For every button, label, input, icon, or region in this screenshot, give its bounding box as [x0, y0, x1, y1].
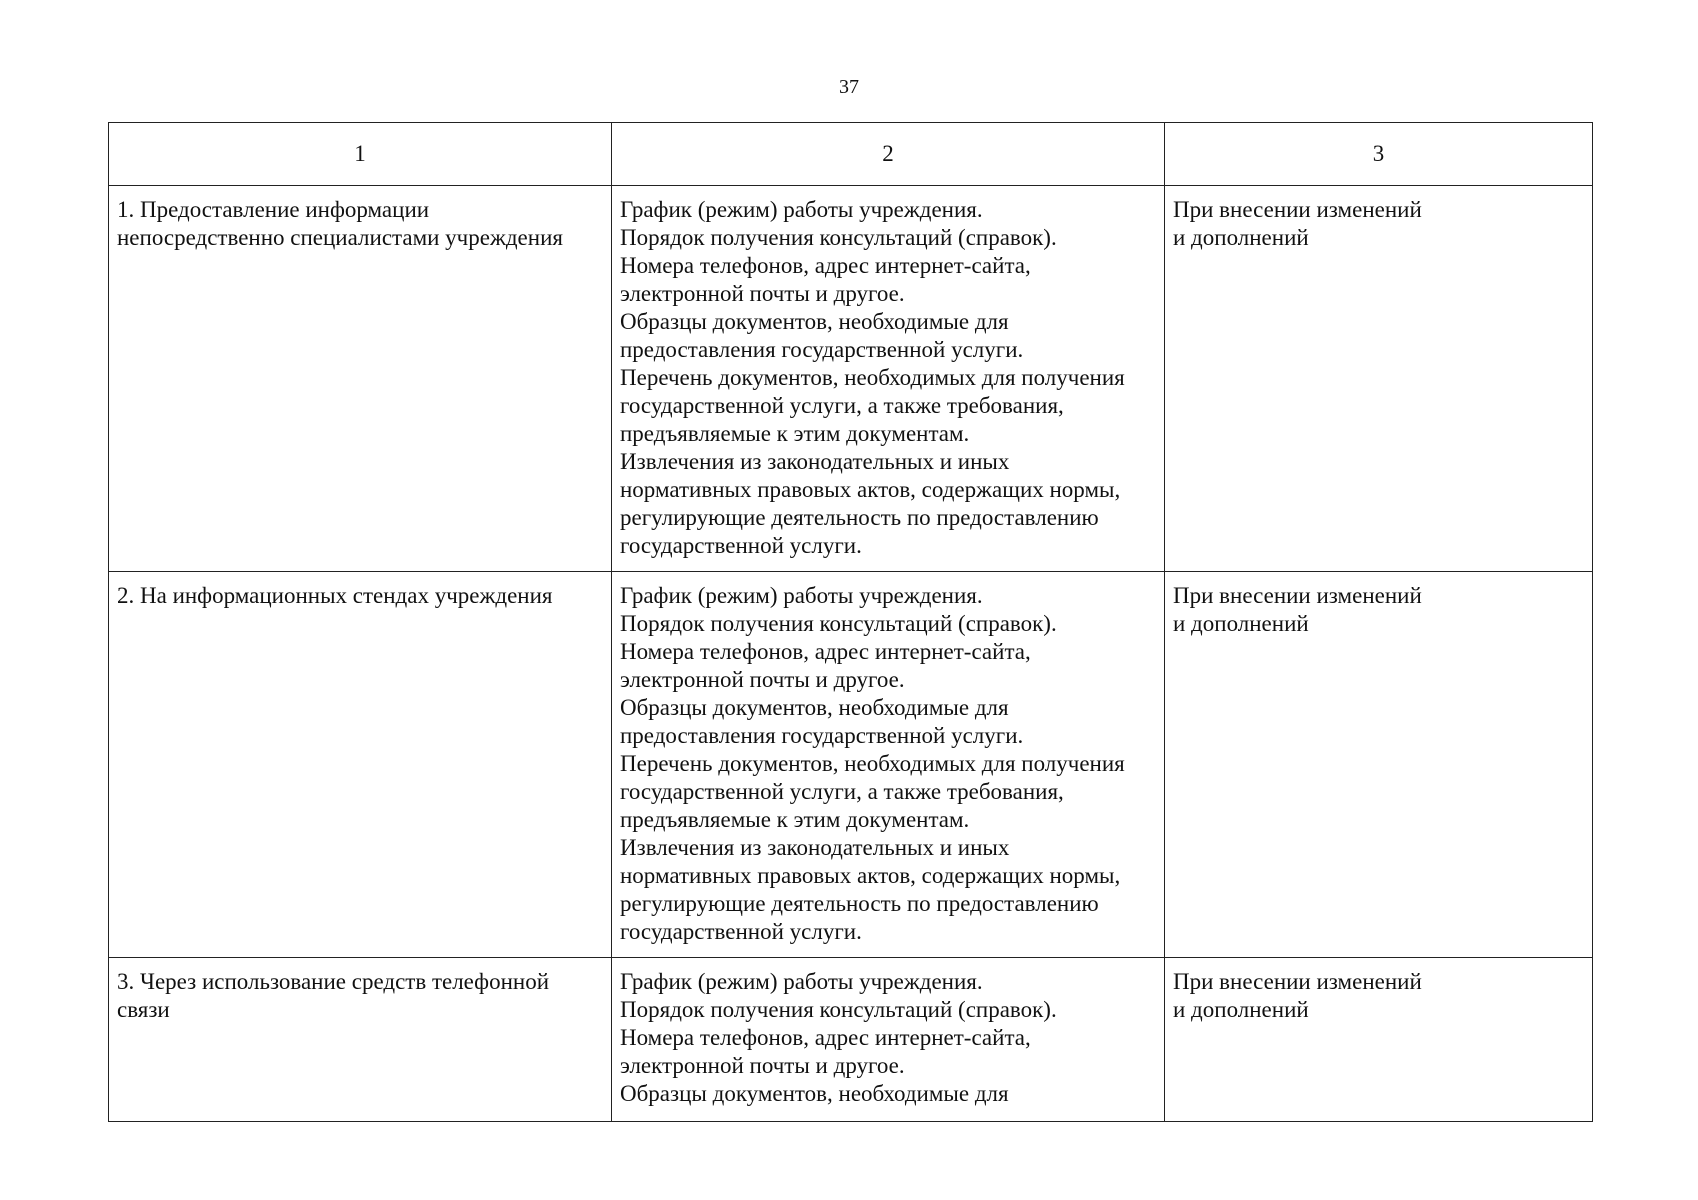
cell-line: Порядок получения консультаций (справок). [620, 611, 1057, 636]
cell-line: государственной услуги, а также требования, [620, 779, 1064, 804]
cell-line: и дополнений [1173, 997, 1309, 1022]
cell-line: 1. Предоставление информации [117, 197, 430, 222]
cell-line: регулирующие деятельность по предоставлению [620, 505, 1099, 530]
info-table [108, 122, 1593, 1122]
method-cell [109, 958, 612, 1122]
content-cell [612, 186, 1165, 572]
cell-line: Порядок получения консультаций (справок). [620, 997, 1057, 1022]
cell-line: нормативных правовых актов, содержащих нормы, [620, 477, 1121, 502]
cell-line: и дополнений [1173, 225, 1309, 250]
cell-line: Образцы документов, необходимые для [620, 1081, 1009, 1106]
cell-line: предоставления государственной услуги. [620, 337, 1024, 362]
cell-line: связи [117, 997, 170, 1022]
table-header [109, 123, 1593, 186]
cell-line: Номера телефонов, адрес интернет-сайта, [620, 1025, 1031, 1050]
column-header-1: 1 [109, 123, 612, 186]
cell-line: государственной услуги. [620, 919, 862, 944]
page-number: 37 [839, 76, 859, 98]
cell-line: При внесении изменений [1173, 969, 1422, 994]
update-frequency-cell [1165, 958, 1593, 1122]
cell-line: регулирующие деятельность по предоставлению [620, 891, 1099, 916]
content-cell [612, 572, 1165, 958]
cell-line: При внесении изменений [1173, 583, 1422, 608]
cell-line: Номера телефонов, адрес интернет-сайта, [620, 639, 1031, 664]
cell-line: Извлечения из законодательных и иных [620, 449, 1010, 474]
cell-line: нормативных правовых актов, содержащих нормы, [620, 863, 1121, 888]
method-cell [109, 572, 612, 958]
table-row [109, 958, 1593, 1122]
cell-line: государственной услуги, а также требования, [620, 393, 1064, 418]
cell-line: При внесении изменений [1173, 197, 1422, 222]
cell-line: государственной услуги. [620, 533, 862, 558]
cell-line: 3. Через использование средств телефонной [117, 969, 550, 994]
table-row [109, 572, 1593, 958]
cell-line: электронной почты и другое. [620, 667, 905, 692]
cell-line: предоставления государственной услуги. [620, 723, 1024, 748]
cell-line: электронной почты и другое. [620, 1053, 905, 1078]
cell-line: Образцы документов, необходимые для [620, 695, 1009, 720]
cell-line: предъявляемые к этим документам. [620, 807, 970, 832]
cell-line: 2. На информационных стендах учреждения [117, 583, 553, 608]
cell-line: и дополнений [1173, 611, 1309, 636]
method-cell [109, 186, 612, 572]
cell-line: Образцы документов, необходимые для [620, 309, 1009, 334]
cell-line: Извлечения из законодательных и иных [620, 835, 1010, 860]
cell-line: Перечень документов, необходимых для получения [620, 751, 1125, 776]
cell-line: Номера телефонов, адрес интернет-сайта, [620, 253, 1031, 278]
column-header-2: 2 [612, 123, 1165, 186]
column-header-3: 3 [1165, 123, 1593, 186]
cell-line: электронной почты и другое. [620, 281, 905, 306]
cell-line: Перечень документов, необходимых для получения [620, 365, 1125, 390]
header-row [109, 123, 1593, 186]
cell-line: предъявляемые к этим документам. [620, 421, 970, 446]
cell-line: График (режим) работы учреждения. [620, 197, 983, 222]
cell-line: Порядок получения консультаций (справок). [620, 225, 1057, 250]
cell-line: непосредственно специалистами учреждения [117, 225, 563, 250]
cell-line: График (режим) работы учреждения. [620, 969, 983, 994]
table-row [109, 186, 1593, 572]
cell-line: График (режим) работы учреждения. [620, 583, 983, 608]
update-frequency-cell [1165, 572, 1593, 958]
update-frequency-cell [1165, 186, 1593, 572]
content-cell [612, 958, 1165, 1122]
